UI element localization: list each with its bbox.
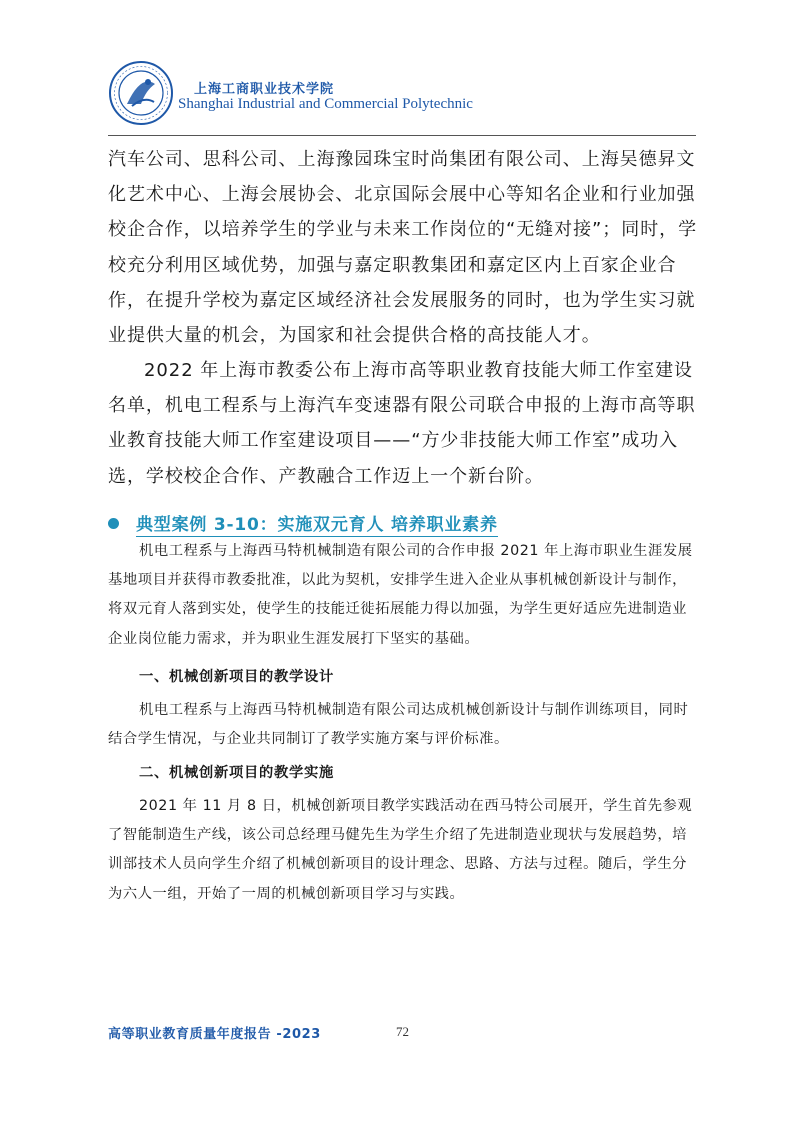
case-title-row bbox=[108, 510, 708, 540]
section-2-paragraph: 2021 年 11 月 8 日，机械创新项目教学实践活动在西马特公司展开，学生首先参观了智能制造生产线，该公司总经理马健先生为学生介绍了先进制造业现状与发展趋势，培训部技术人员向学生介绍了机械创新项目的设计理念、思路、方法与过程。随后，学生分为六人一组，开始了一周的机械创新项目学习与实践。 bbox=[108, 798, 693, 902]
section-heading-2: 二、机械创新项目的教学实施 bbox=[139, 765, 334, 781]
school-name-en: Shanghai Industrial and Commercial Polytechnic bbox=[178, 96, 473, 112]
school-name-cn: 上海工商职业技术学院 bbox=[194, 82, 335, 97]
page-header bbox=[100, 50, 700, 135]
body-paragraph-2: 2022 年上海市教委公布上海市高等职业教育技能大师工作室建设名单，机电工程系与上海汽车变速器有限公司联合申报的上海市高等职业教育技能大师工作室建设项目——“方少非技能大师工作室”成功入选，学校校企合作、产教融合工作迈上一个新台阶。 bbox=[108, 360, 696, 487]
school-emblem-icon bbox=[108, 60, 174, 126]
case-title: 典型案例 3-10：实施双元育人 培养职业素养 bbox=[136, 510, 498, 537]
page-number: 72 bbox=[396, 1024, 409, 1039]
header-divider bbox=[108, 135, 696, 136]
bullet-dot-icon bbox=[108, 518, 119, 529]
section-1-paragraph: 机电工程系与上海西马特机械制造有限公司达成机械创新设计与制作训练项目，同时结合学生情况，与企业共同制订了教学实施方案与评价标准。 bbox=[108, 702, 689, 748]
section-heading-1: 一、机械创新项目的教学设计 bbox=[139, 669, 334, 685]
case-intro-paragraph: 机电工程系与上海西马特机械制造有限公司的合作申报 2021 年上海市职业生涯发展基地项目并获得市教委批准，以此为契机，安排学生进入企业从事机械创新设计与制作，将双元育人落到实处，使学生的技能迁徙拓展能力得以加强，为学生更好适应先进制造业企业岗位能力需求，并为职业生涯发展打下坚实的基础。 bbox=[108, 543, 693, 647]
footer-report-title: 高等职业教育质量年度报告 -2023 bbox=[108, 1027, 321, 1042]
body-paragraph-1: 汽车公司、思科公司、上海豫园珠宝时尚集团有限公司、上海吴德昇文化艺术中心、上海会展协会、北京国际会展中心等知名企业和行业加强校企合作，以培养学生的学业与未来工作岗位的“无缝对接”；同时，学校充分利用区域优势，加强与嘉定职教集团和嘉定区内上百家企业合作，在提升学校为嘉定区域经济社会发展服务的同时，也为学生实习就业提供大量的机会，为国家和社会提供合格的高技能人才。 bbox=[108, 149, 698, 347]
